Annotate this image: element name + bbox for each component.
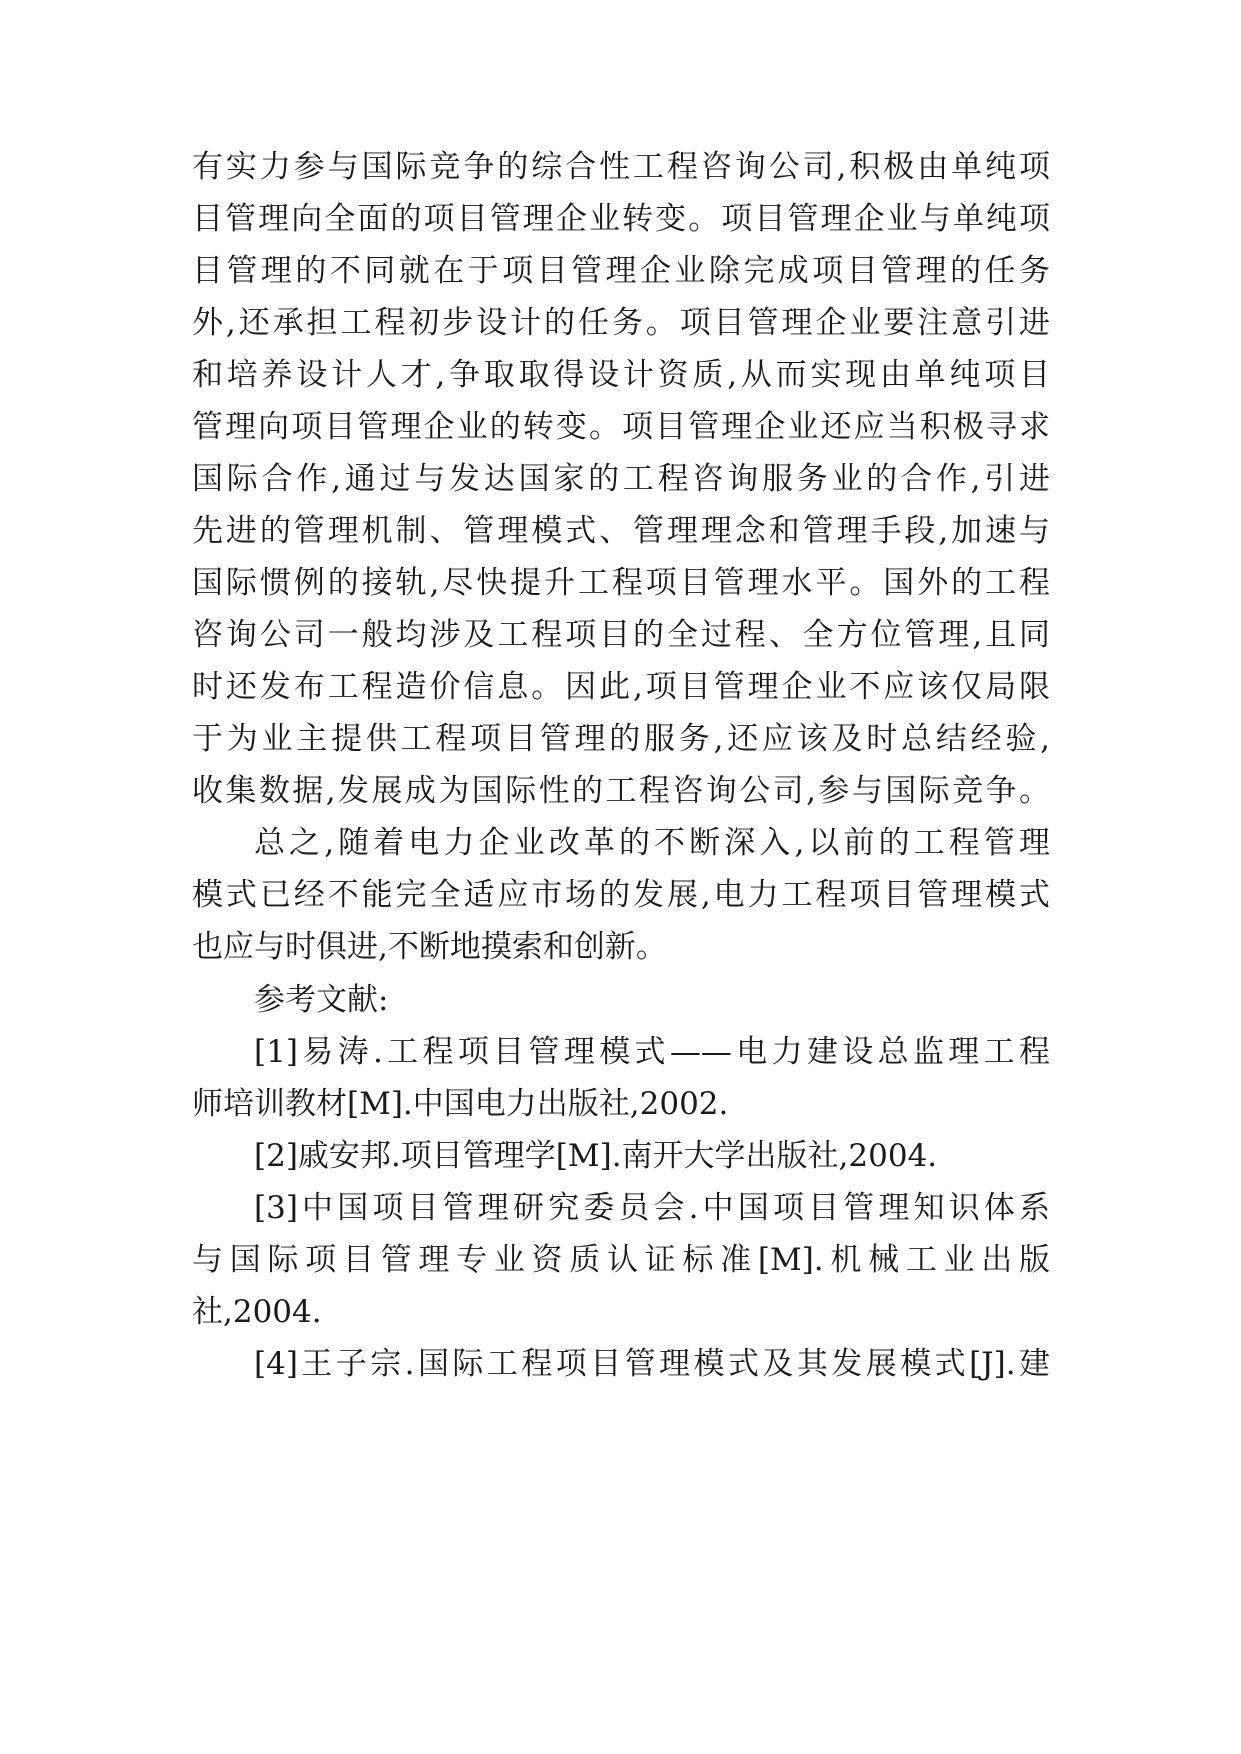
body-line: 有实力参与国际竞争的综合性工程咨询公司,积极由单纯项 (192, 149, 1050, 185)
body-line: 目管理的不同就在于项目管理企业除完成项目管理的任务 (192, 253, 1050, 289)
reference-line: [3]中国项目管理研究委员会.中国项目管理知识体系 (254, 1190, 1050, 1226)
body-line: 管理向项目管理企业的转变。项目管理企业还应当积极寻求 (192, 409, 1050, 445)
body-line: 和培养设计人才,争取取得设计资质,从而实现由单纯项目 (192, 357, 1050, 393)
body-line: 外,还承担工程初步设计的任务。项目管理企业要注意引进 (192, 305, 1050, 341)
reference-line: [4]王子宗.国际工程项目管理模式及其发展模式[J].建 (254, 1346, 1050, 1382)
body-line: 国际惯例的接轨,尽快提升工程项目管理水平。国外的工程 (192, 565, 1050, 601)
body-line: 先进的管理机制、管理模式、管理理念和管理手段,加速与 (192, 513, 1050, 549)
body-line: 收集数据,发展成为国际性的工程咨询公司,参与国际竞争。 (192, 773, 1050, 809)
conclusion-line: 总之,随着电力企业改革的不断深入,以前的工程管理 (254, 825, 1050, 861)
body-line: 国际合作,通过与发达国家的工程咨询服务业的合作,引进 (192, 461, 1050, 497)
reference-line: 社,2004. (192, 1294, 322, 1330)
references-heading: 参考文献: (254, 982, 389, 1018)
reference-line: 师培训教材[M].中国电力出版社,2002. (192, 1086, 729, 1122)
body-line: 于为业主提供工程项目管理的服务,还应该及时总结经验, (192, 721, 1050, 757)
reference-line: [1]易涛.工程项目管理模式——电力建设总监理工程 (254, 1034, 1050, 1070)
reference-line: 与国际项目管理专业资质认证标准[M].机械工业出版 (192, 1242, 1050, 1278)
reference-line: [2]戚安邦.项目管理学[M].南开大学出版社,2004. (254, 1138, 938, 1174)
body-line: 目管理向全面的项目管理企业转变。项目管理企业与单纯项 (192, 201, 1050, 237)
body-line: 时还发布工程造价信息。因此,项目管理企业不应该仅局限 (192, 669, 1050, 705)
body-line: 咨询公司一般均涉及工程项目的全过程、全方位管理,且同 (192, 617, 1050, 653)
conclusion-line: 模式已经不能完全适应市场的发展,电力工程项目管理模式 (192, 877, 1050, 913)
conclusion-line: 也应与时俱进,不断地摸索和创新。 (192, 929, 667, 965)
